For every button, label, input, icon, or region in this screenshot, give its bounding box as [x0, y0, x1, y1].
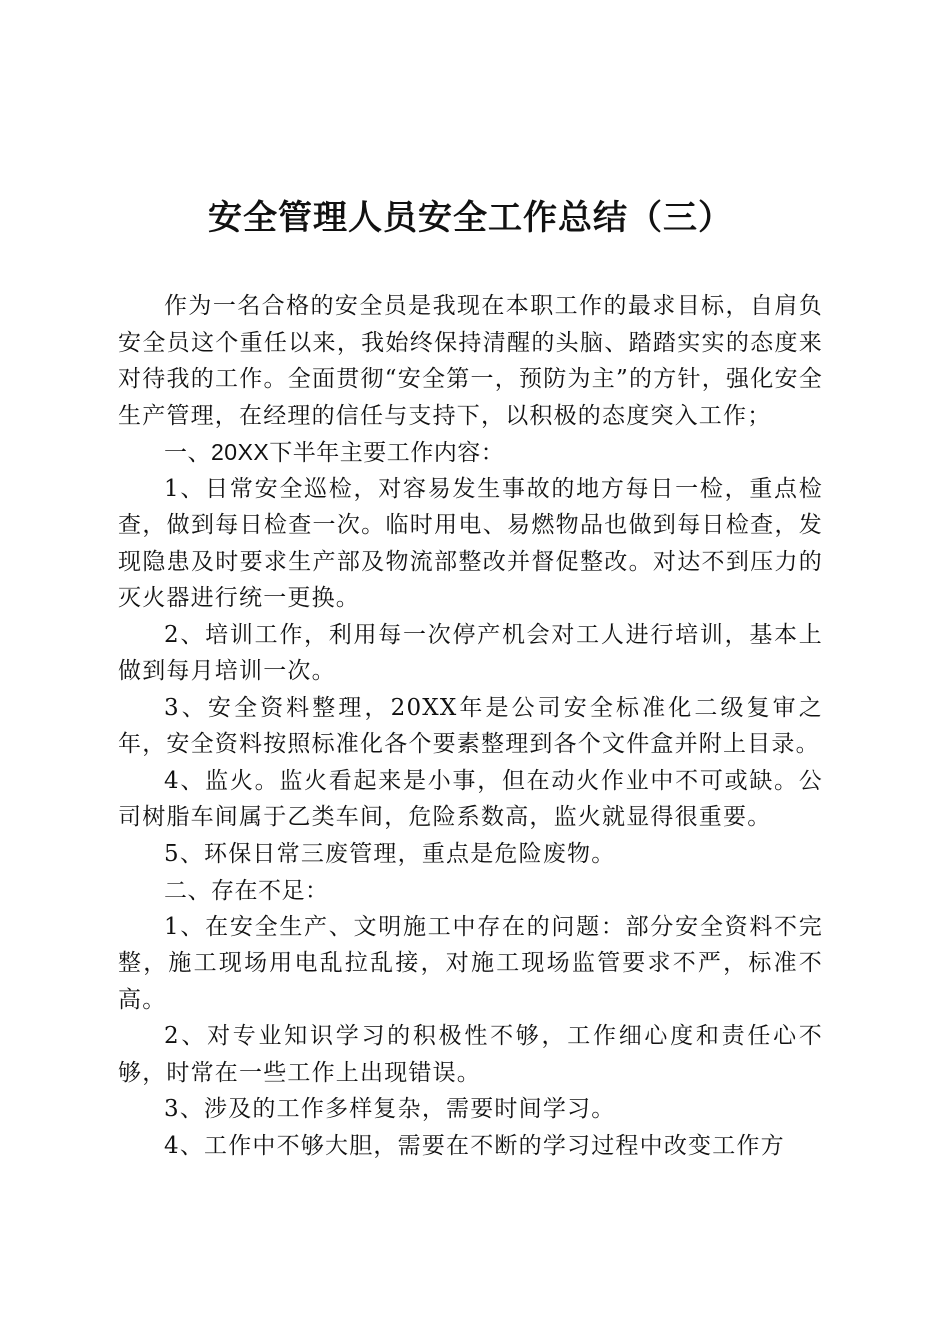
work-item-1: 1、日常安全巡检，对容易发生事故的地方每日一检，重点检查，做到每日检查一次。临时用电、易燃物品也做到每日检查，发现隐患及时要求生产部及物流部整改并督促整改。对达不到压力的灭火器进行统一更换。 — [118, 475, 823, 611]
section-heading-work-content: 一、20XX下半年主要工作内容： — [164, 439, 505, 465]
document-title: 安全管理人员安全工作总结（三） — [208, 198, 733, 238]
work-item-2: 2、培训工作，利用每一次停产机会对工人进行培训，基本上做到每月培训一次。 — [118, 621, 823, 684]
document-body — [118, 288, 823, 1164]
shortcoming-item-1: 1、在安全生产、文明施工中存在的问题：部分安全资料不完整，施工现场用电乱拉乱接，对施工现场监管要求不严，标准不高。 — [118, 913, 823, 1013]
section-heading-shortcomings: 二、存在不足： — [164, 877, 329, 903]
work-item-3: 3、安全资料整理，20XX年是公司安全标准化二级复审之年，安全资料按照标准化各个要素整理到各个文件盒并附上目录。 — [118, 694, 823, 757]
work-item-5: 5、环保日常三废管理，重点是危险废物。 — [164, 840, 616, 867]
intro-paragraph: 作为一名合格的安全员是我现在本职工作的最求目标，自肩负安全员这个重任以来，我始终保持清醒的头脑、踏踏实实的态度来对待我的工作。全面贯彻“安全第一，预防为主”的方针，强化安全生产管理，在经理的信任与支持下，以积极的态度突入工作； — [118, 293, 823, 429]
shortcoming-item-3: 3、涉及的工作多样复杂，需要时间学习。 — [164, 1096, 616, 1122]
shortcoming-item-4: 4、工作中不够大胆，需要在不断的学习过程中改变工作方 — [164, 1132, 785, 1159]
shortcoming-item-2: 2、对专业知识学习的积极性不够，工作细心度和责任心不够，时常在一些工作上出现错误。 — [118, 1023, 823, 1086]
work-item-4: 4、监火。监火看起来是小事，但在动火作业中不可或缺。公司树脂车间属于乙类车间，危险系数高，监火就显得很重要。 — [118, 767, 823, 830]
